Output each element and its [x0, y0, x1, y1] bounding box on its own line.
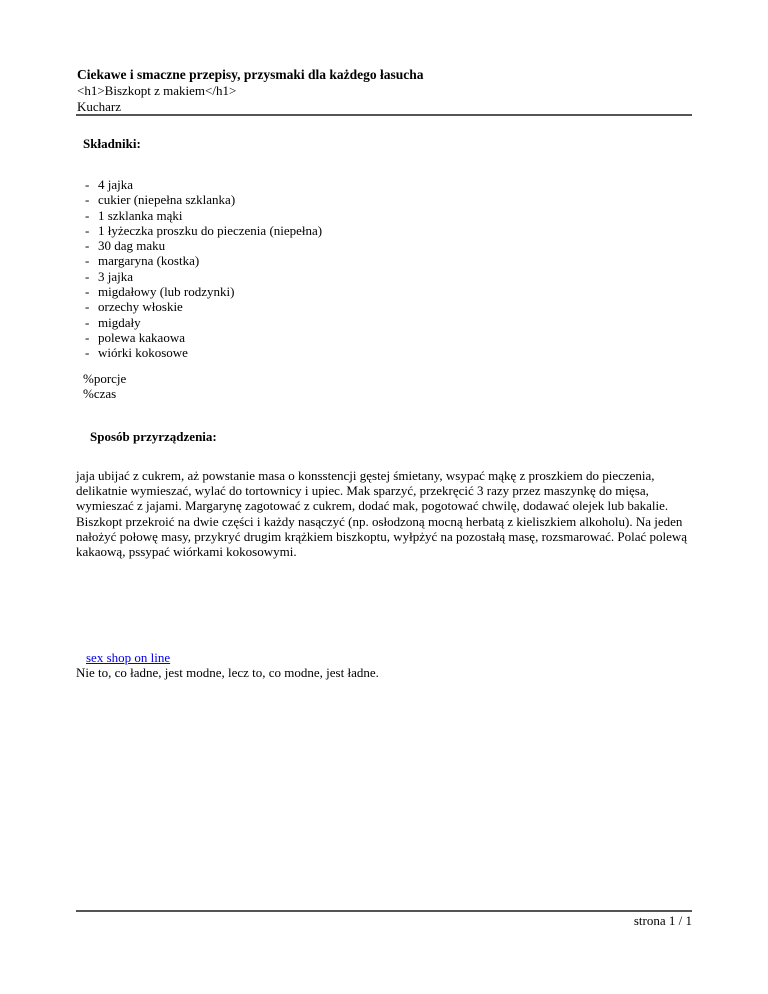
list-item: - 1 łyżeczka proszku do pieczenia (niepełna) — [85, 222, 323, 238]
method-paragraph: jaja ubijać z cukrem, aż powstanie masa o konsstencji gęstej śmietany, wsypać mąkę z proszkiem do pieczenia, delikatnie wymieszać, wylać do tortownicy i upiec. Mak sparzyć, przekręcić 3 razy przez maszynkę do mięsa, wymieszać z jajami. Margarynę zagotować z cukrem, dodać mak, pogotować chwilę, dodawać olejek lub bakalie. Biszkopt przekroić na dwie części i każdy nasączyć (np. osłodzoną mocną herbatą z kieliszkiem alkoholu). Na jeden nałożyć połowę masy, przykryć drugim krążkiem biszkoptu, wyłpżyć na pozostałą masę, rozsmarować. Polać polewą kakaową, pssypać wiórkami kokosowymi. — [76, 468, 688, 560]
list-item: - orzechy włoskie — [85, 299, 183, 315]
method-heading: Sposób przyrządzenia: — [90, 429, 217, 444]
list-item: - 1 szklanka mąki — [85, 207, 183, 223]
list-item: - 30 dag maku — [85, 238, 166, 254]
footer-divider — [76, 910, 692, 912]
ingredient-text: 3 jajka — [98, 268, 134, 284]
ingredients-list — [85, 177, 322, 361]
header-divider — [76, 114, 692, 116]
ad-link[interactable]: sex shop on line — [86, 650, 171, 665]
list-item: - wiórki kokosowe — [85, 345, 188, 361]
list-item: - migdałowy (lub rodzynki) — [85, 284, 235, 300]
ingredient-text: orzechy włoskie — [98, 299, 183, 315]
list-item: - 4 jajka — [85, 177, 134, 192]
list-item: - cukier (niepełna szklanka) — [85, 192, 236, 208]
quote-text: Nie to, co ładne, jest modne, lecz to, co modne, jest ładne. — [76, 665, 379, 680]
list-item: - margaryna (kostka) — [85, 253, 200, 269]
ingredient-text: margaryna (kostka) — [98, 253, 200, 269]
ingredient-text: 1 łyżeczka proszku do pieczenia (niepełna) — [98, 222, 323, 238]
document-page — [76, 0, 692, 994]
ingredient-text: migdały — [98, 314, 141, 330]
portions-placeholder: %porcje — [83, 371, 127, 386]
list-item: - 3 jajka — [85, 268, 134, 284]
list-item: - migdały — [85, 314, 141, 330]
ingredient-text: 1 szklanka mąki — [98, 207, 183, 223]
ingredient-text: polewa kakaowa — [98, 329, 185, 345]
recipe-title: <h1>Biszkopt z makiem</h1> — [77, 83, 237, 98]
site-title: Ciekawe i smaczne przepisy, przysmaki dla każdego łasucha — [77, 67, 424, 82]
list-item: - polewa kakaowa — [85, 329, 185, 345]
time-placeholder: %czas — [83, 386, 117, 401]
page-number: strona 1 / 1 — [633, 913, 692, 928]
author-label: Kucharz — [77, 99, 122, 114]
ingredient-text: migdałowy (lub rodzynki) — [98, 284, 235, 300]
ingredients-heading: Składniki: — [83, 136, 141, 151]
ingredient-text: cukier (niepełna szklanka) — [98, 192, 236, 208]
ingredient-text: 30 dag maku — [98, 238, 166, 254]
ingredient-text: wiórki kokosowe — [98, 345, 188, 361]
ingredient-text: 4 jajka — [98, 177, 134, 192]
